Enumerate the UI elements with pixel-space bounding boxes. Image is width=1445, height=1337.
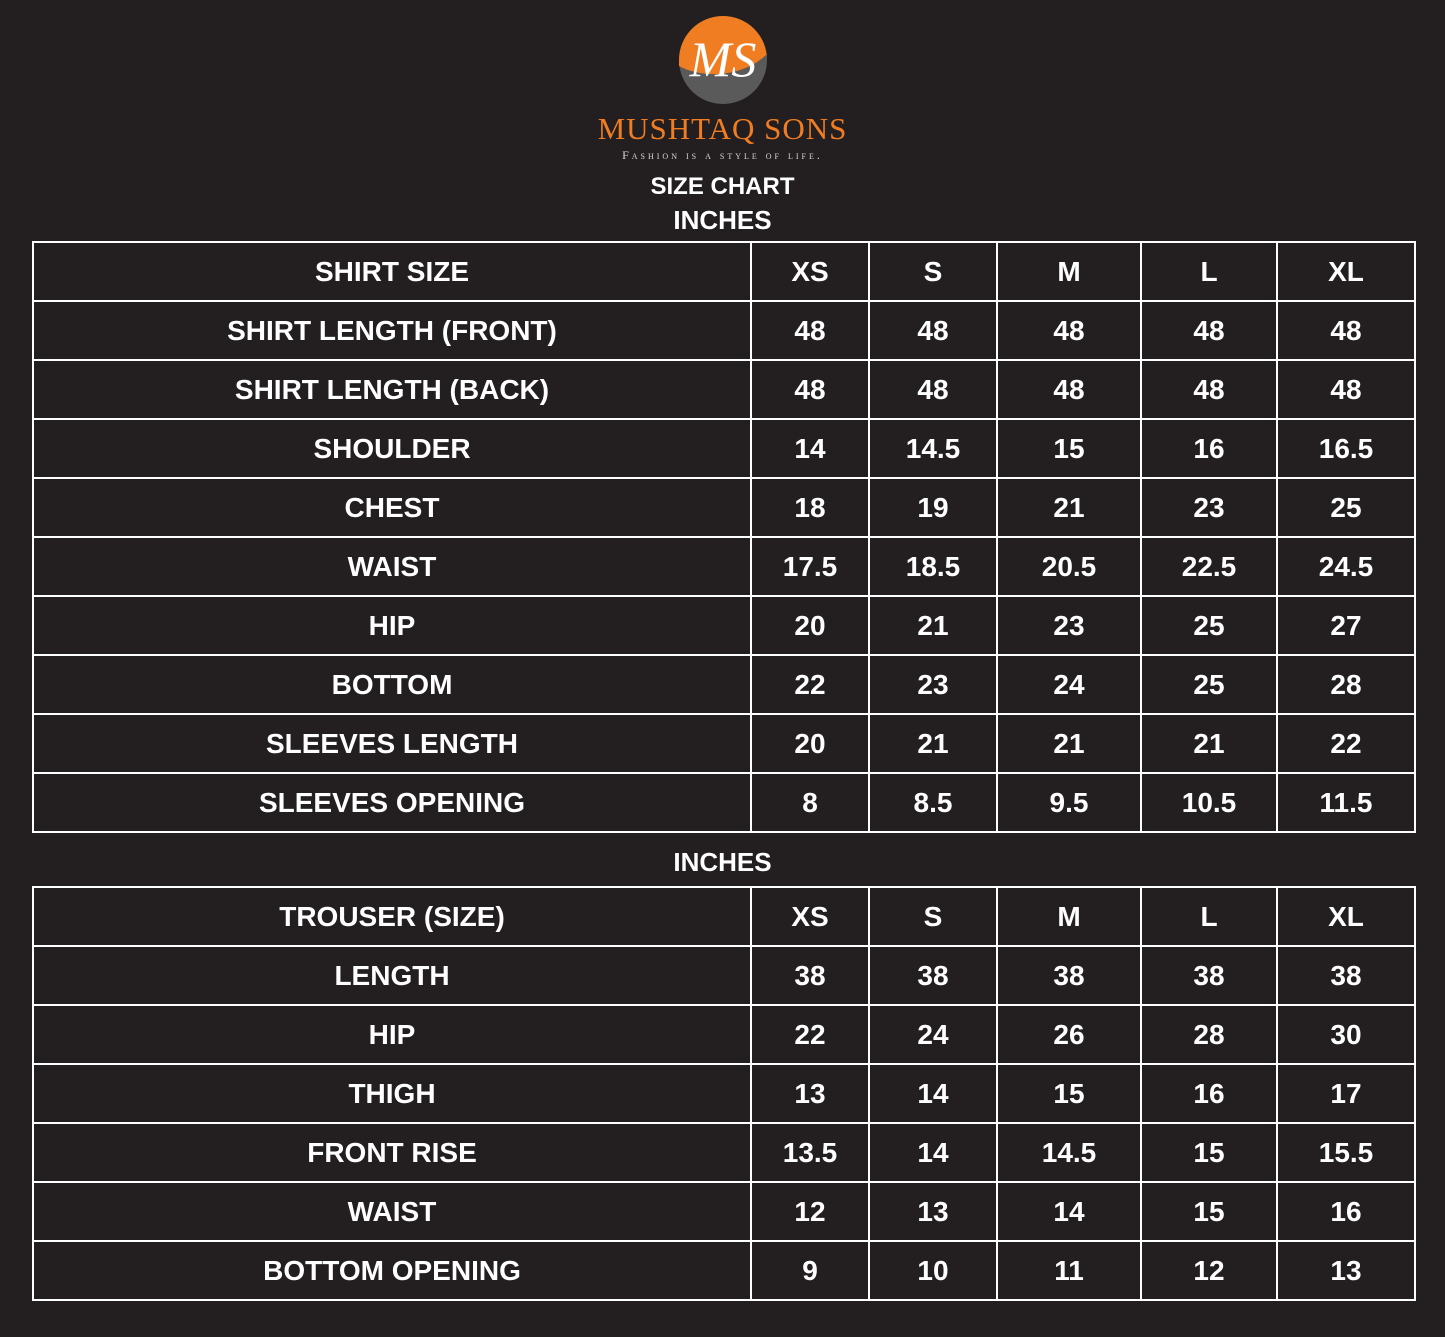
measurement-value-cell: 25	[1277, 478, 1415, 537]
measurement-value-cell: 13	[1277, 1241, 1415, 1300]
size-header-cell: XS	[751, 242, 869, 301]
shirt-size-table	[32, 241, 1416, 833]
measurement-value-cell: 30	[1277, 1005, 1415, 1064]
measurement-value-cell: 48	[997, 301, 1141, 360]
shirt-units-label: INCHES	[673, 205, 772, 235]
table-row	[33, 1005, 1415, 1064]
table-header-row	[33, 887, 1415, 946]
measurement-value-cell: 28	[1277, 655, 1415, 714]
measurement-value-cell: 48	[1277, 301, 1415, 360]
measurement-value-cell: 13.5	[751, 1123, 869, 1182]
measurement-value-cell: 8	[751, 773, 869, 832]
measurement-label-cell: HIP	[33, 1005, 751, 1064]
measurement-value-cell: 11	[997, 1241, 1141, 1300]
measurement-value-cell: 23	[1141, 478, 1277, 537]
measurement-value-cell: 13	[751, 1064, 869, 1123]
brand-header	[0, 14, 1445, 163]
measurement-value-cell: 10.5	[1141, 773, 1277, 832]
size-header-cell: M	[997, 242, 1141, 301]
measurement-value-cell: 23	[997, 596, 1141, 655]
measurement-label-cell: FRONT RISE	[33, 1123, 751, 1182]
measurement-value-cell: 17.5	[751, 537, 869, 596]
measurement-value-cell: 22	[1277, 714, 1415, 773]
table-row	[33, 1064, 1415, 1123]
measurement-value-cell: 24.5	[1277, 537, 1415, 596]
measurement-value-cell: 14.5	[869, 419, 997, 478]
measurement-value-cell: 18.5	[869, 537, 997, 596]
table-row	[33, 1241, 1415, 1300]
trouser-size-table	[32, 886, 1416, 1301]
measurement-value-cell: 20	[751, 714, 869, 773]
measurement-value-cell: 38	[1277, 946, 1415, 1005]
measurement-value-cell: 48	[869, 360, 997, 419]
size-header-cell: S	[869, 887, 997, 946]
measurement-value-cell: 17	[1277, 1064, 1415, 1123]
measurement-label-cell: SHIRT LENGTH (BACK)	[33, 360, 751, 419]
measurement-label-cell: SLEEVES LENGTH	[33, 714, 751, 773]
measurement-value-cell: 14	[751, 419, 869, 478]
size-header-cell: XL	[1277, 242, 1415, 301]
measurement-label-cell: THIGH	[33, 1064, 751, 1123]
measurement-value-cell: 26	[997, 1005, 1141, 1064]
size-header-cell: L	[1141, 242, 1277, 301]
measurement-value-cell: 38	[997, 946, 1141, 1005]
measurement-label-cell: WAIST	[33, 537, 751, 596]
measurement-value-cell: 21	[869, 596, 997, 655]
measurement-value-cell: 19	[869, 478, 997, 537]
brand-tagline: Fashion is a style of life.	[622, 148, 823, 162]
brand-name: MUSHTAQ SONS	[597, 111, 848, 146]
measurement-label-cell: BOTTOM OPENING	[33, 1241, 751, 1300]
measurement-value-cell: 22	[751, 655, 869, 714]
measurement-value-cell: 21	[997, 714, 1141, 773]
table-row	[33, 537, 1415, 596]
measurement-value-cell: 48	[751, 301, 869, 360]
measurement-value-cell: 15	[1141, 1182, 1277, 1241]
measurement-value-cell: 16	[1141, 1064, 1277, 1123]
measurement-value-cell: 48	[869, 301, 997, 360]
measurement-label-cell: SLEEVES OPENING	[33, 773, 751, 832]
measurement-value-cell: 15	[997, 1064, 1141, 1123]
measurement-value-cell: 20.5	[997, 537, 1141, 596]
measurement-label-cell: CHEST	[33, 478, 751, 537]
measurement-value-cell: 15.5	[1277, 1123, 1415, 1182]
measurement-label-cell: SHOULDER	[33, 419, 751, 478]
size-header-cell: XL	[1277, 887, 1415, 946]
header-label-cell: SHIRT SIZE	[33, 242, 751, 301]
measurement-value-cell: 25	[1141, 655, 1277, 714]
measurement-value-cell: 8.5	[869, 773, 997, 832]
measurement-value-cell: 24	[997, 655, 1141, 714]
measurement-value-cell: 12	[1141, 1241, 1277, 1300]
table-row	[33, 1182, 1415, 1241]
measurement-value-cell: 48	[751, 360, 869, 419]
measurement-value-cell: 13	[869, 1182, 997, 1241]
measurement-value-cell: 24	[869, 1005, 997, 1064]
measurement-value-cell: 38	[1141, 946, 1277, 1005]
measurement-value-cell: 28	[1141, 1005, 1277, 1064]
measurement-value-cell: 14	[997, 1182, 1141, 1241]
measurement-value-cell: 48	[997, 360, 1141, 419]
measurement-value-cell: 38	[751, 946, 869, 1005]
measurement-label-cell: SHIRT LENGTH (FRONT)	[33, 301, 751, 360]
table-row	[33, 773, 1415, 832]
measurement-label-cell: HIP	[33, 596, 751, 655]
size-header-cell: XS	[751, 887, 869, 946]
measurement-value-cell: 22.5	[1141, 537, 1277, 596]
measurement-value-cell: 25	[1141, 596, 1277, 655]
measurement-value-cell: 9	[751, 1241, 869, 1300]
measurement-label-cell: BOTTOM	[33, 655, 751, 714]
measurement-value-cell: 15	[1141, 1123, 1277, 1182]
size-header-cell: S	[869, 242, 997, 301]
measurement-value-cell: 48	[1141, 301, 1277, 360]
table-row	[33, 946, 1415, 1005]
table-row	[33, 596, 1415, 655]
measurement-value-cell: 48	[1141, 360, 1277, 419]
measurement-value-cell: 16	[1277, 1182, 1415, 1241]
logo-letters: MS	[689, 31, 756, 87]
measurement-value-cell: 10	[869, 1241, 997, 1300]
measurement-value-cell: 16	[1141, 419, 1277, 478]
size-header-cell: L	[1141, 887, 1277, 946]
table-row	[33, 301, 1415, 360]
brand-logo-icon	[675, 14, 771, 106]
measurement-value-cell: 14	[869, 1123, 997, 1182]
header-label-cell: TROUSER (SIZE)	[33, 887, 751, 946]
measurement-value-cell: 38	[869, 946, 997, 1005]
measurement-value-cell: 20	[751, 596, 869, 655]
measurement-value-cell: 21	[1141, 714, 1277, 773]
measurement-value-cell: 12	[751, 1182, 869, 1241]
measurement-value-cell: 16.5	[1277, 419, 1415, 478]
measurement-value-cell: 15	[997, 419, 1141, 478]
measurement-label-cell: LENGTH	[33, 946, 751, 1005]
measurement-value-cell: 48	[1277, 360, 1415, 419]
measurement-label-cell: WAIST	[33, 1182, 751, 1241]
measurement-value-cell: 27	[1277, 596, 1415, 655]
measurement-value-cell: 22	[751, 1005, 869, 1064]
table-row	[33, 360, 1415, 419]
trouser-units-label: INCHES	[673, 847, 772, 877]
table-row	[33, 655, 1415, 714]
measurement-value-cell: 18	[751, 478, 869, 537]
measurement-value-cell: 21	[869, 714, 997, 773]
measurement-value-cell: 14	[869, 1064, 997, 1123]
measurement-value-cell: 11.5	[1277, 773, 1415, 832]
page-title: SIZE CHART	[650, 173, 795, 200]
table-header-row	[33, 242, 1415, 301]
size-header-cell: M	[997, 887, 1141, 946]
table-row	[33, 478, 1415, 537]
table-row	[33, 419, 1415, 478]
measurement-value-cell: 23	[869, 655, 997, 714]
measurement-value-cell: 9.5	[997, 773, 1141, 832]
measurement-value-cell: 14.5	[997, 1123, 1141, 1182]
measurement-value-cell: 21	[997, 478, 1141, 537]
table-row	[33, 714, 1415, 773]
table-row	[33, 1123, 1415, 1182]
